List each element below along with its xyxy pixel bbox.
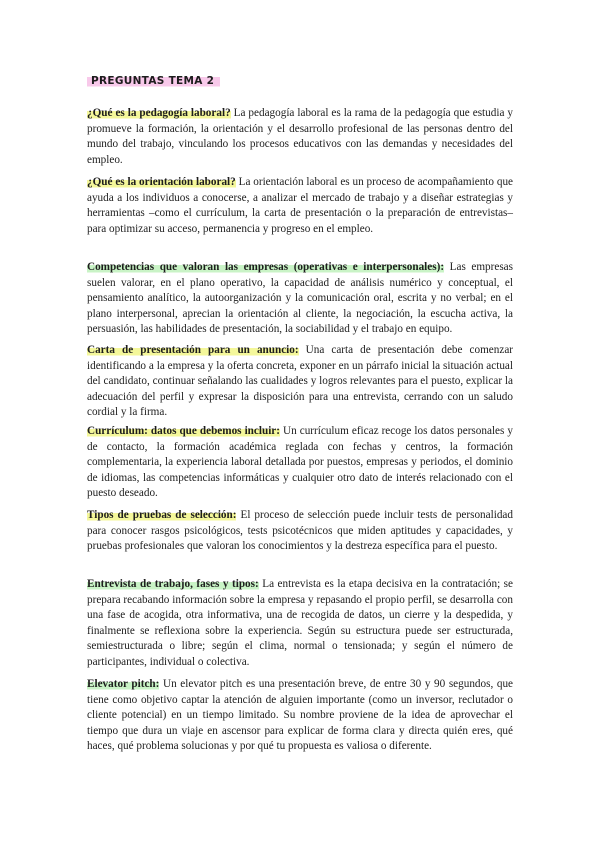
answer-text: La entrevista es la etapa decisiva en la contratación; se prepara recabando información sobre la empresa y repasando el propio perfil, se desarrolla con una fase de acogida, otra informativa, una de recogida de datos, un cierre y la despedida, y finalmente se reflexiona sobre la experiencia. Según su estructura puede ser estructurada, semiestructurada o libre; según el clima, normal o tensionada; y según el número de participantes, individual o colectiva. [87, 578, 513, 668]
answer-text: La pedagogía laboral es la rama de la pedagogía que estudia y promueve la formación, la orientación y el desarrollo profesional de las personas dentro del mundo del trabajo, vinculando los procesos educativos con las demandas y necesidades del empleo. [87, 107, 513, 166]
question-heading: Elevator pitch: [87, 678, 160, 690]
question-heading: ¿Qué es la orientación laboral? [87, 176, 236, 188]
section-pruebas-seleccion [87, 508, 513, 555]
section-orientacion-laboral [87, 175, 513, 237]
section-carta-presentacion [87, 343, 513, 421]
question-heading: Entrevista de trabajo, fases y tipos: [87, 578, 259, 590]
section-elevator-pitch [87, 677, 513, 755]
answer-text: Un currículum eficaz recoge los datos personales y de contacto, la formación académica reglada con fechas y centros, la formación complementaria, la experiencia laboral detallada por puestos, empresas y periodos, el dominio de idiomas, las competencias informáticas y cualquier otro dato de interés relacionado con el puesto deseado. [87, 425, 513, 500]
answer-text: Un elevator pitch es una presentación breve, de entre 30 y 90 segundos, que tiene como objetivo captar la atención de alguien importante (como un inversor, reclutador o cliente potencial) en un tiempo limitado. Su nombre proviene de la idea de aprovechar el tiempo que dura un viaje en ascensor para explicar de forma clara y directa quién eres, qué haces, qué problema solucionas y por qué tu propuesta es valiosa o diferente. [87, 678, 514, 753]
section-competencias [87, 260, 513, 338]
answer-text: Una carta de presentación debe comenzar identificando a la empresa y la oferta concreta, exponer en un párrafo inicial la situación actual del candidato, continuar señalando las cualidades y logros relevantes para el puesto, explicar la adecuación del perfil y expresar la disposición para una entrevista, cerrando con un saludo cordial y la firma. [87, 344, 514, 419]
section-pedagogia-laboral [87, 106, 513, 168]
page-title: PREGUNTAS TEMA 2 [87, 74, 220, 88]
question-heading: Carta de presentación para un anuncio: [87, 344, 299, 356]
question-heading: Tipos de pruebas de selección: [87, 509, 237, 521]
answer-text: Las empresas suelen valorar, en el plano operativo, la capacidad de análisis numérico y conceptual, el pensamiento analítico, la autoorganización y la comunicación oral, escrita y no verbal; en el plano interpersonal, aprecian la orientación al cliente, la negociación, la escucha activa, la persuasión, las habilidades de presentación, la sociabilidad y el trabajo en equipo. [87, 261, 514, 336]
question-heading: Currículum: datos que debemos incluir: [87, 425, 280, 437]
answer-text: El proceso de selección puede incluir tests de personalidad para conocer rasgos psicológicos, tests psicotécnicos que miden aptitudes y capacidades, y pruebas profesionales que valoran los conocimientos y la destreza específica para el puesto. [87, 509, 513, 553]
question-heading: Competencias que valoran las empresas (operativas e interpersonales): [87, 261, 445, 273]
question-heading: ¿Qué es la pedagogía laboral? [87, 107, 231, 119]
answer-text: La orientación laboral es un proceso de acompañamiento que ayuda a los individuos a conocerse, a analizar el mercado de trabajo y a diseñar estrategias y herramientas –como el currículum, la carta de presentación o la preparación de entrevistas– para optimizar su acceso, permanencia y progreso en el empleo. [87, 176, 513, 235]
section-entrevista [87, 577, 513, 671]
section-curriculum [87, 424, 513, 502]
